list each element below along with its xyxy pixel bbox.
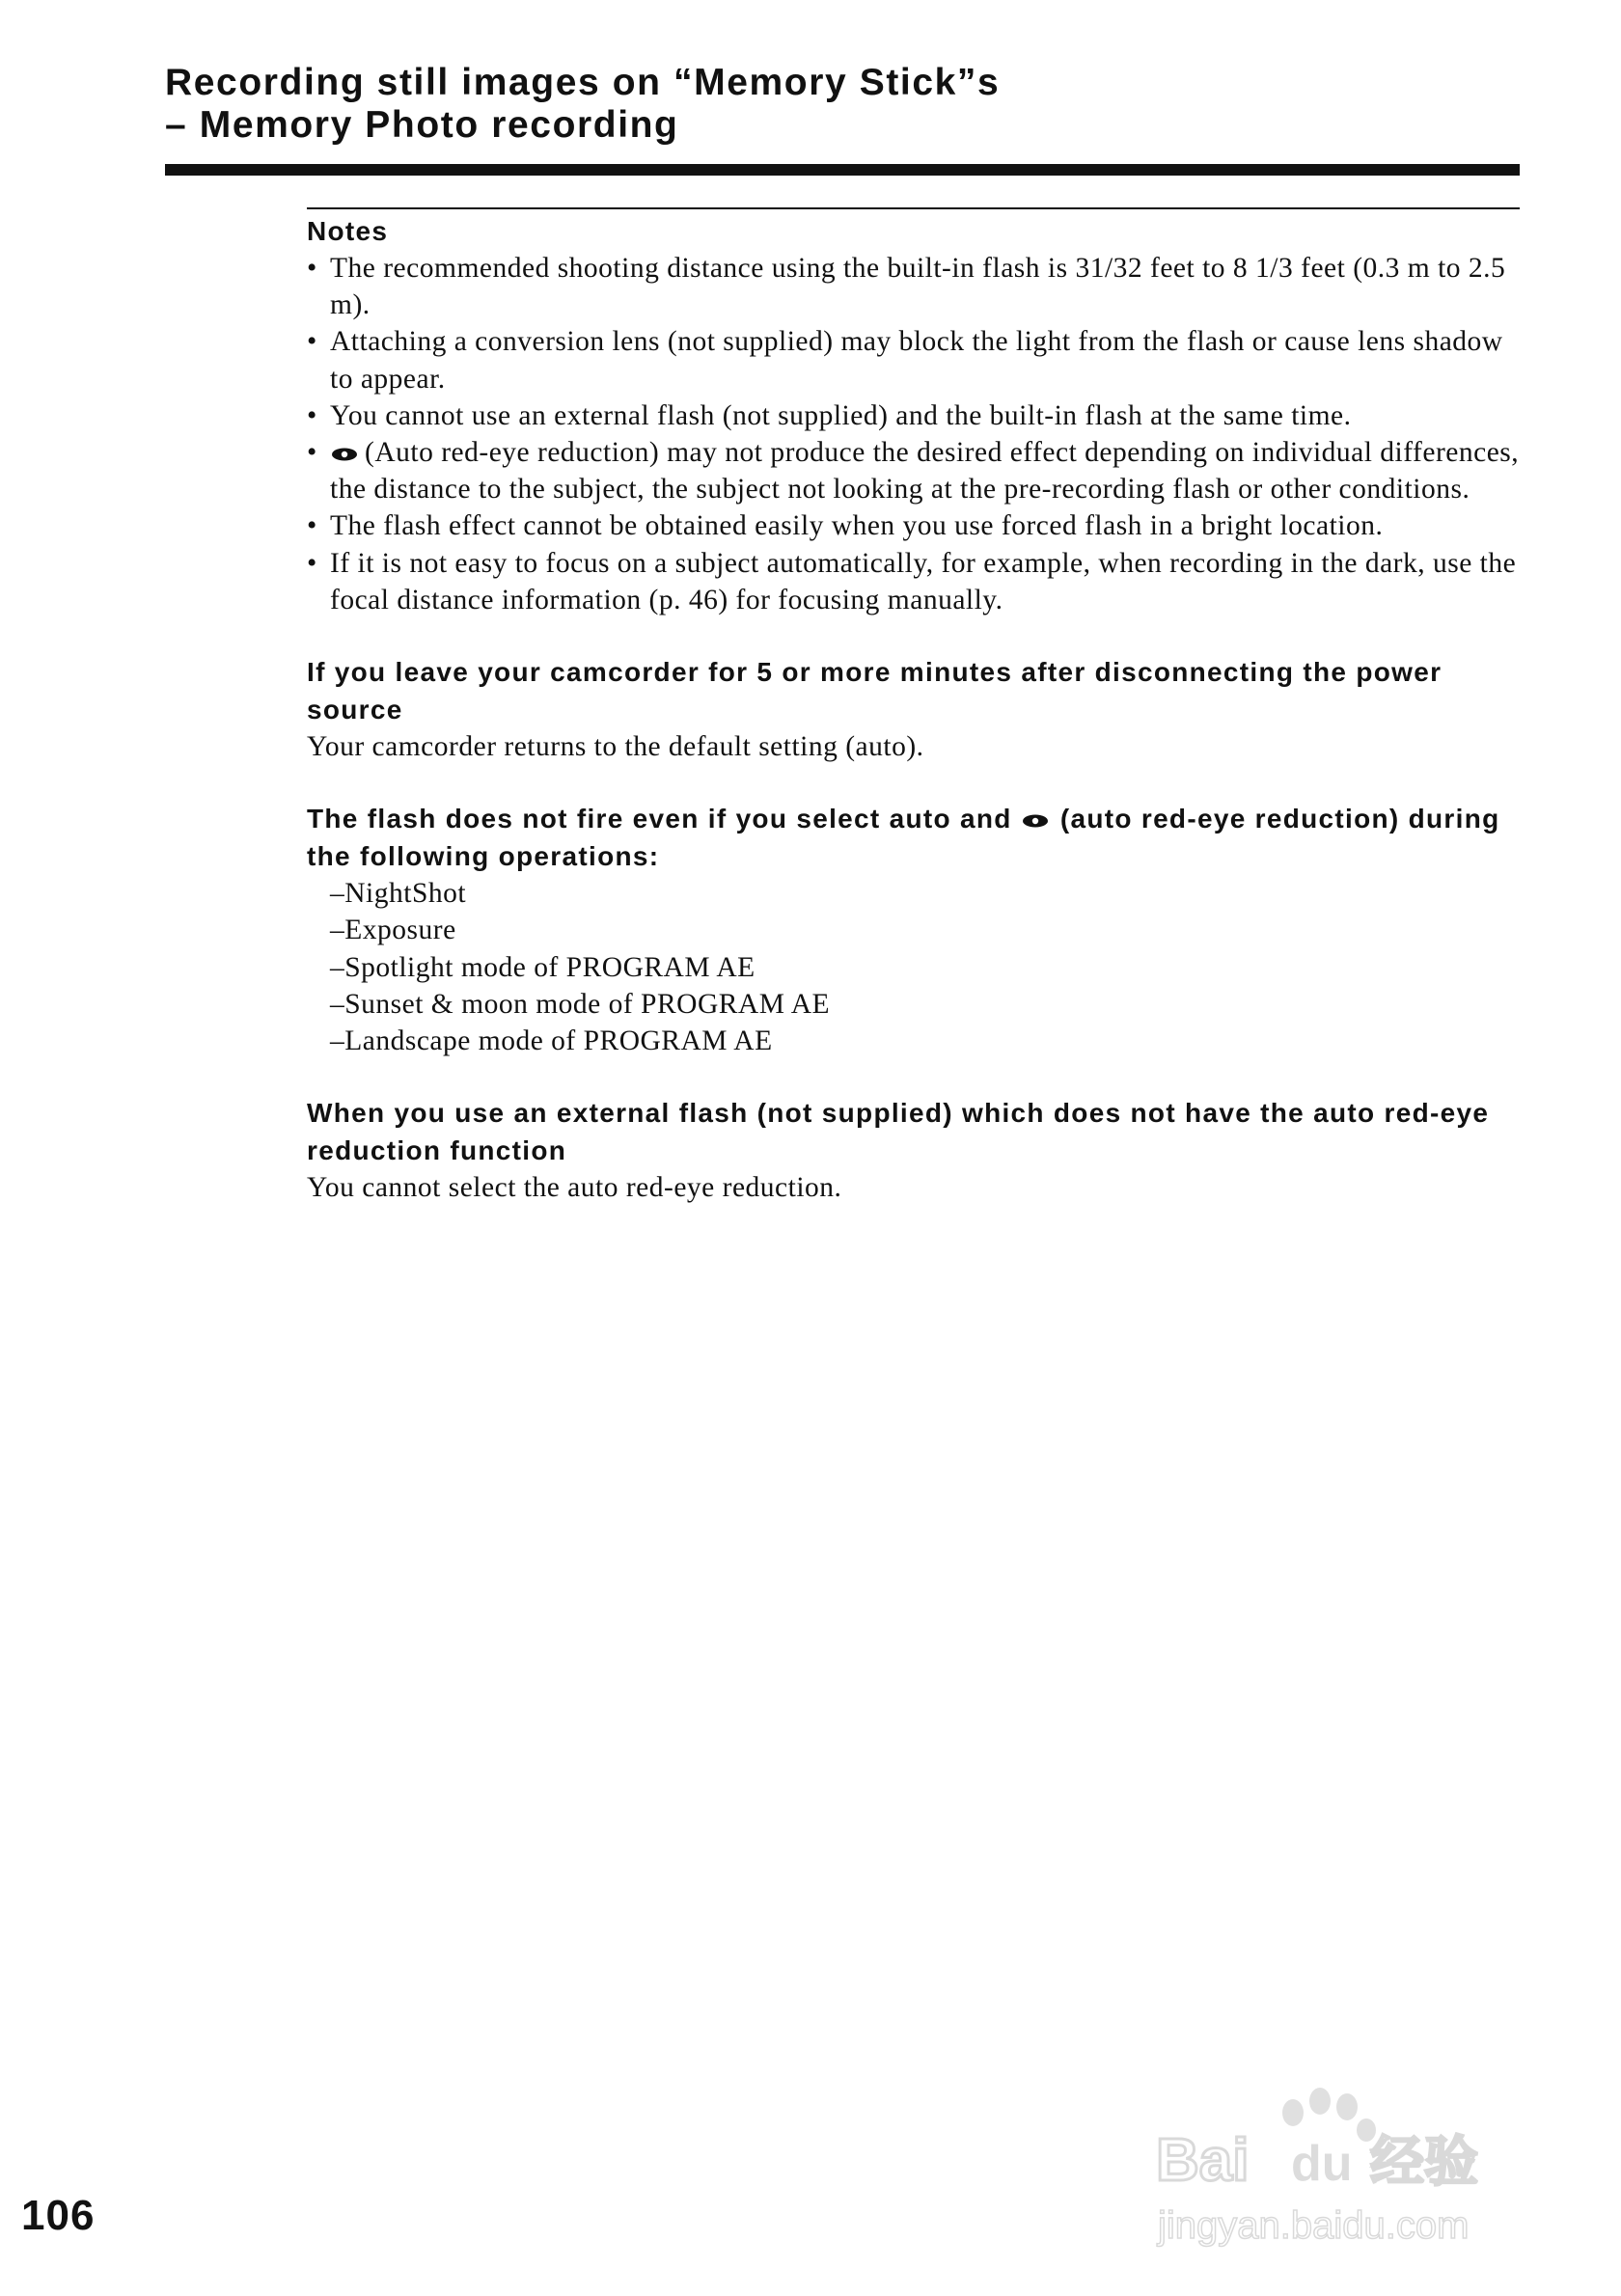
note-item-text: (Auto red-eye reduction) may not produce the desired effect depending on individual differences, the distance to the subject, the subject not looking at the pre-recording flash or other conditions. [330,437,1520,506]
list-item: – Spotlight mode of PROGRAM AE [330,949,1532,986]
note-item: • You cannot use an external flash (not supplied) and the built-in flash at the same time. [307,397,1532,434]
section-body: Your camcorder returns to the default setting (auto). [307,731,924,763]
note-item: • Attaching a conversion lens (not supplied) may block the light from the flash or cause lens shadow to appear. [307,323,1532,396]
note-item: • If it is not easy to focus on a subject automatically, for example, when recording in the dark, use the focal distance information (p. 46) for focusing manually. [307,545,1532,618]
baidu-jingyan-watermark [1148,2064,1553,2257]
section-power-source [307,653,1532,765]
section-body: You cannot select the auto red-eye reduction. [307,1172,842,1204]
list-item: – Exposure [330,912,1532,948]
section-heading-pre: The flash does not fire even if you select auto and [307,804,1012,834]
section-heading: If you leave your camcorder for 5 or more minutes after disconnecting the power source [307,657,1442,725]
watermark-url: jingyan.baidu.com [1158,2204,1470,2247]
section-heading: When you use an external flash (not supplied) which does not have the auto red-eye reduction function [307,1098,1490,1166]
section-flash-not-fire [307,800,1532,1059]
list-item: – Sunset & moon mode of PROGRAM AE [330,986,1532,1023]
notes-heading: Notes [307,216,389,246]
operations-list [307,875,1532,1059]
note-item: • The flash effect cannot be obtained easily when you use forced flash in a bright location. [307,507,1532,544]
page-title [165,62,1516,147]
page-number: 106 [21,2192,96,2239]
list-item: – NightShot [330,875,1532,912]
section-heading-post: (auto red-eye reduction) during the following operations: [307,804,1500,872]
notes-list [307,250,1532,618]
section-external-flash [307,1094,1532,1206]
note-item: • The recommended shooting distance using the built-in flash is 31/32 feet to 8 1/3 feet (0.3 m to 2.5 m). [307,250,1532,323]
red-eye-reduction-icon [1021,813,1050,829]
content-rule [307,207,1520,209]
note-item [307,434,1532,507]
content [307,212,1532,1206]
watermark-chinese: 经验 [1370,2131,1478,2194]
title-rule [165,164,1520,176]
watermark-brand-suffix: du [1291,2136,1353,2192]
page-title-line-2: – Memory Photo recording [165,104,679,146]
page-title-line-1: Recording still images on “Memory Stick”s [165,62,1001,103]
paw-logo-icon [1282,2088,1376,2142]
watermark-brand: Bai [1156,2127,1250,2194]
section-heading [307,800,1532,875]
red-eye-reduction-icon [330,447,359,462]
list-item: – Landscape mode of PROGRAM AE [330,1023,1532,1059]
